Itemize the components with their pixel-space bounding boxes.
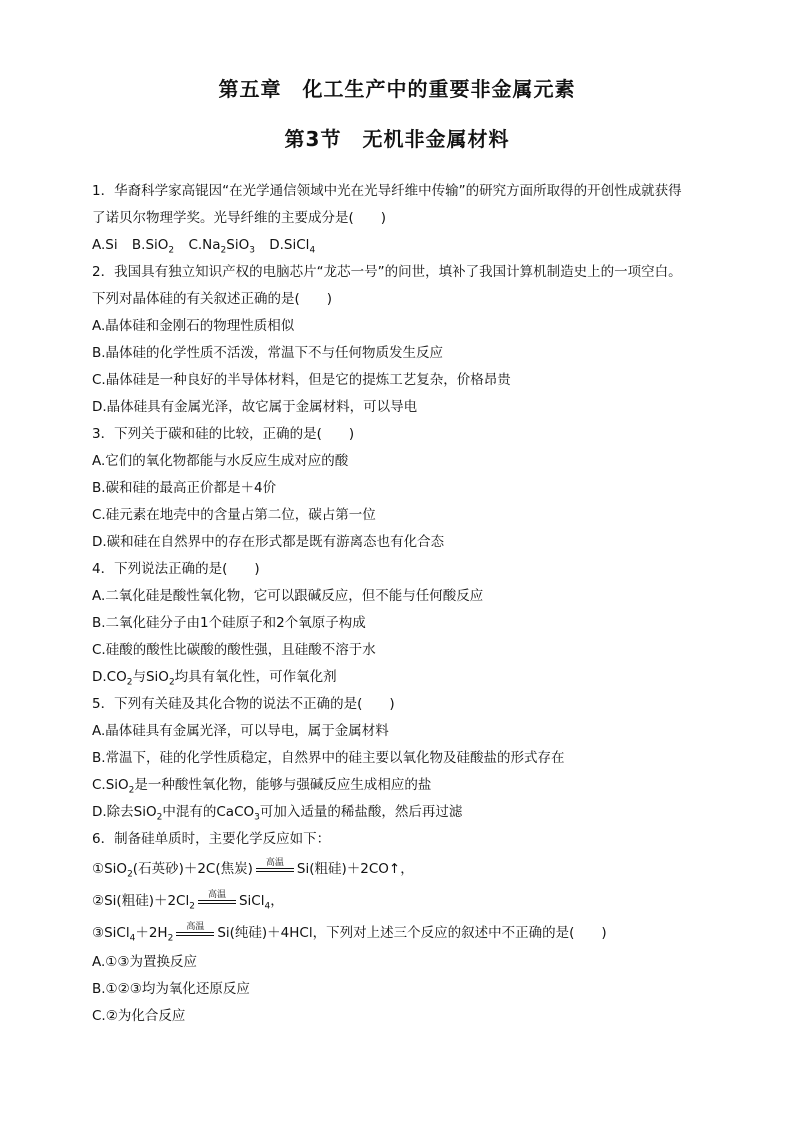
q2-stem-line2: 下列对晶体硅的有关叙述正确的是( ) <box>92 291 333 307</box>
q2-option-d: D.晶体硅具有金属光泽，故它属于金属材料，可以导电 <box>92 399 418 415</box>
q1-option-c: $C.Na_2SiO_3$ <box>188 237 255 256</box>
q3-option-c: C.硅元素在地壳中的含量占第二位，碳占第一位 <box>92 507 376 523</box>
q3-option-d: D.碳和硅在自然界中的存在形式都是既有游离态也有化合态 <box>92 534 445 550</box>
q6-reaction-1: ①SiO$_2$(石英砂)＋2C(焦炭) 高温 Si(粗硅)＋2CO↑， <box>92 858 414 880</box>
q2-option-b: B.晶体硅的化学性质不活泼，常温下不与任何物质发生反应 <box>92 345 444 361</box>
q4-option-a: A.二氧化硅是酸性氧化物，它可以跟碱反应，但不能与任何酸反应 <box>92 588 484 604</box>
q5-option-d: D.除去SiO$_2$中混有的CaCO$_3$可加入适量的稀盐酸，然后再过滤 <box>92 804 463 823</box>
q5-option-b: B.常温下，硅的化学性质稳定，自然界中的硅主要以氧化物及硅酸盐的形式存在 <box>92 750 565 766</box>
q5-stem: 5．下列有关硅及其化合物的说法不正确的是( ) <box>92 696 395 712</box>
reaction-condition-2: 高温 <box>198 890 236 904</box>
q4-option-c: C.硅酸的酸性比碳酸的酸性强，且硅酸不溶于水 <box>92 642 376 658</box>
q6-option-b: B.①②③均为氧化还原反应 <box>92 981 250 997</box>
q1-stem-line2: 了诺贝尔物理学奖。光导纤维的主要成分是( ) <box>92 210 387 226</box>
q6-reaction-3: $③SiCl_4+2H_2$ 高温 Si(纯硅)＋4HCl，下列对上述三个反应的叙述中不正确的是( ) <box>92 922 607 944</box>
q4-stem: 4．下列说法正确的是( ) <box>92 561 260 577</box>
q4-option-b: B.二氧化硅分子由1个硅原子和2个氧原子构成 <box>92 615 366 631</box>
q1-option-a: A.Si <box>92 237 118 253</box>
section-title: 第3节 无机非金属材料 <box>284 127 510 151</box>
q3-option-b: B.碳和硅的最高正价都是＋4价 <box>92 480 277 496</box>
q6-stem: 6．制备硅单质时，主要化学反应如下： <box>92 831 331 847</box>
q3-option-a: A.它们的氧化物都能与水反应生成对应的酸 <box>92 453 349 469</box>
q1-stem-line1: 1．华裔科学家高锟因“在光学通信领域中光在光导纤维中传输”的研究方面所取得的开创性成就获得 <box>92 183 682 199</box>
q2-option-c: C.晶体硅是一种良好的半导体材料，但是它的提炼工艺复杂，价格昂贵 <box>92 372 511 388</box>
q4-option-d: $D.CO_2$与SiO$_2$均具有氧化性，可作氧化剂 <box>92 669 337 688</box>
q2-stem-line1: 2．我国具有独立知识产权的电脑芯片“龙芯一号”的问世，填补了我国计算机制造史上的一项空白。 <box>92 264 682 280</box>
chapter-title: 第五章 化工生产中的重要非金属元素 <box>218 77 576 101</box>
q5-option-a: A.晶体硅具有金属光泽，可以导电，属于金属材料 <box>92 723 389 739</box>
reaction-condition-1: 高温 <box>256 858 294 872</box>
q5-option-c: C.SiO$_2$是一种酸性氧化物，能够与强碱反应生成相应的盐 <box>92 777 432 796</box>
reaction-condition-3: 高温 <box>176 922 214 936</box>
q1-option-b: B.SiO$_2$ <box>131 237 175 256</box>
q6-reaction-2: ②Si(粗硅)$+2Cl_2$ 高温 SiCl$_4$， <box>92 890 284 912</box>
q6-option-c: C.②为化合反应 <box>92 1008 186 1024</box>
q3-stem: 3．下列关于碳和硅的比较，正确的是( ) <box>92 426 355 442</box>
q6-option-a: A.①③为置换反应 <box>92 954 197 970</box>
q2-option-a: A.晶体硅和金刚石的物理性质相似 <box>92 318 295 334</box>
q1-options <box>92 232 732 259</box>
question-list <box>92 178 732 1030</box>
q1-option-d: D.SiCl$_4$ <box>269 237 316 256</box>
